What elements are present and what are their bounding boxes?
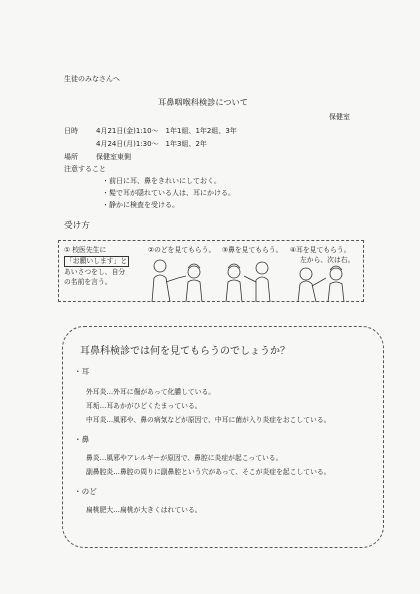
step-4-label: ④耳を見てもらう。	[290, 246, 351, 254]
qa-box	[62, 326, 384, 548]
ear-item: 中耳炎…風邪や、鼻の病気などが原因で、中耳に菌が入り炎症をおこしている。	[86, 416, 331, 424]
throat-item: 扁桃肥大…扁桃が大きくはれている。	[86, 506, 202, 514]
section-nose-heading: ・鼻	[74, 435, 90, 444]
step-3-label: ③鼻を見てもらう。	[222, 246, 283, 254]
step-4-label: 左から、次は右。	[300, 256, 355, 264]
step-1-line: ① 校医先生に	[64, 246, 107, 254]
step-2-label: ②のどを見てもらう。	[148, 246, 216, 254]
step-1-line: の名前を言う。	[64, 278, 112, 286]
note-item: ・髪で耳が隠れている人は、耳にかける。	[102, 189, 235, 197]
nose-item: 副鼻腔炎…鼻腔の周りに副鼻腔という穴があって、そこが炎症を起こしている。	[86, 468, 331, 476]
step-1-quote: 「お願いします」と	[64, 256, 129, 267]
ear-item: 外耳炎…外耳に傷があって化膿している。	[86, 388, 216, 396]
qa-title: 耳鼻科検診では何を見てもらうのでしょうか？	[80, 346, 290, 357]
nose-exam-illustration	[214, 258, 284, 302]
place-label: 場所	[64, 153, 78, 161]
ear-exam-illustration	[292, 262, 358, 302]
date-label: 日時	[64, 127, 78, 135]
ear-item: 耳垢…耳あかがひどくたまっている。	[86, 402, 202, 410]
section-ear-heading: ・耳	[74, 367, 90, 376]
note-item: ・静かに検査を受ける。	[102, 201, 179, 209]
throat-exam-illustration	[144, 256, 214, 302]
date-line-1: 4月21日(金)1:10～ 1年1組、1年2組、3年	[96, 127, 237, 135]
issuer: 保健室	[329, 113, 350, 121]
date-line-2: 4月24日(月)1:30～ 1年3組、2年	[96, 140, 207, 148]
place-value: 保健室東側	[96, 153, 131, 161]
section-throat-heading: ・のど	[74, 487, 97, 496]
step-1-line: あいさつをし、自分	[64, 268, 126, 276]
nose-item: 鼻炎…風邪やアレルギーが原因で、鼻腔に炎症が起こっている。	[86, 454, 283, 462]
procedure-heading: 受け方	[64, 221, 90, 231]
notes-label: 注意すること	[64, 165, 106, 173]
greeting: 生徒のみなさんへ	[64, 75, 120, 83]
page-title: 耳鼻咽喉科検診について	[158, 97, 248, 107]
note-item: ・前日に耳、鼻をきれいにしておく。	[102, 177, 221, 185]
